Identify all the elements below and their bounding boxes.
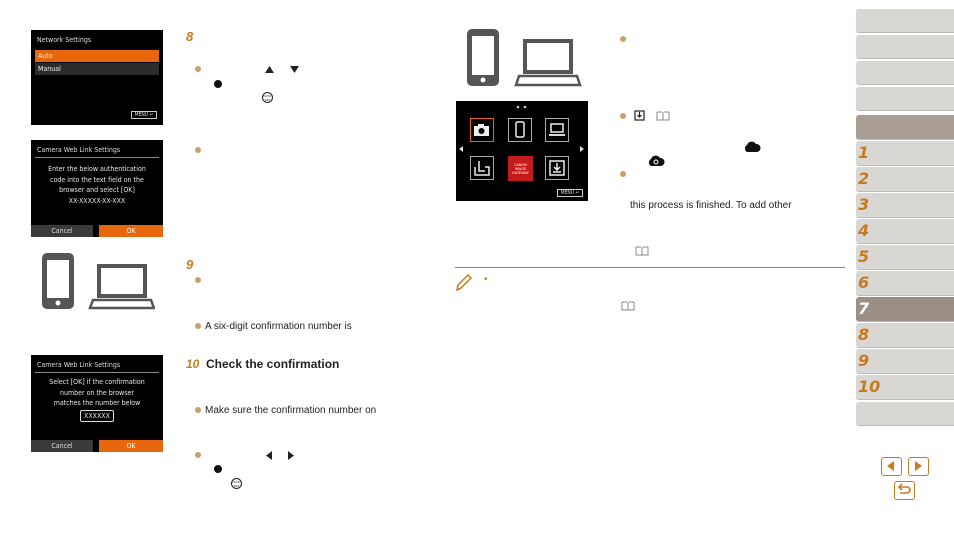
bullet-dot — [620, 171, 626, 177]
bullet-dot — [195, 66, 201, 72]
screen-title: Camera Web Link Settings — [37, 361, 121, 369]
auth-code: XX-XXXXX-XX-XXX — [68, 196, 126, 205]
sidebar-tab-blank-4[interactable] — [856, 87, 954, 111]
network-settings-screen — [31, 30, 163, 125]
menu-back-badge: MENU ↩ — [557, 189, 583, 197]
book-reference-icon — [656, 111, 670, 121]
ok-button[interactable]: OK — [99, 440, 163, 452]
wifi-menu-screen — [456, 101, 588, 201]
cwl-confirm-screen — [31, 355, 163, 452]
sidebar-tab-9[interactable] — [856, 349, 954, 374]
sidebar-tab-6[interactable] — [856, 271, 954, 296]
computer-option[interactable] — [545, 118, 569, 142]
sidebar-tab-blank-5[interactable] — [856, 115, 954, 140]
sidebar-tab-7[interactable] — [856, 297, 954, 322]
down-arrow-icon — [290, 66, 299, 73]
return-button[interactable] — [894, 481, 915, 500]
bullet-dot — [195, 407, 201, 413]
web-service-option[interactable] — [545, 156, 569, 180]
menu-back-badge: MENU ↩ — [131, 111, 157, 119]
make-sure-text: Make sure the confirmation number on — [205, 405, 377, 416]
sidebar-tab-6-label: 6 — [858, 273, 870, 292]
sidebar-tab-2[interactable] — [856, 167, 954, 192]
cancel-button[interactable]: Cancel — [31, 225, 93, 237]
dialog-body — [31, 377, 163, 422]
step-number-9: 9 — [186, 257, 194, 272]
dialog-line: browser and select [OK] — [59, 186, 135, 194]
divider — [35, 157, 159, 158]
phone-laptop-illustration — [40, 252, 155, 312]
phone-laptop-illustration — [465, 28, 582, 88]
dialog-line: Select [OK] if the confirmation — [49, 378, 145, 386]
pencil-note-icon — [455, 273, 473, 292]
dialog-line: matches the number below — [53, 399, 141, 407]
dialog-line: code into the text field on the — [50, 175, 144, 184]
return-icon — [895, 482, 913, 498]
prev-page-button[interactable] — [881, 457, 902, 476]
bullet-dot — [195, 147, 201, 153]
sidebar-tab-7-label: 7 — [858, 299, 870, 318]
printer-icon — [471, 157, 493, 179]
step-10-title: Check the confirmation — [206, 357, 340, 371]
download-icon — [634, 110, 645, 121]
ok-button[interactable]: OK — [99, 225, 163, 237]
sidebar-tab-5-label: 5 — [858, 247, 870, 266]
sidebar-tab-blank-1[interactable] — [856, 9, 954, 33]
step-number-8: 8 — [186, 29, 194, 44]
control-dial-icon — [214, 465, 222, 473]
next-arrow-icon — [909, 458, 927, 474]
image-gateway-logo: CANON IMAGE GATEWAY — [512, 163, 529, 175]
download-icon — [546, 157, 568, 179]
book-reference-icon — [621, 301, 635, 311]
next-page-button[interactable] — [908, 457, 929, 476]
menu-item-auto[interactable]: Auto — [35, 50, 159, 62]
bullet-dot — [195, 323, 201, 329]
right-arrow-icon — [288, 451, 294, 460]
cloud-icon — [743, 141, 761, 153]
step-number-10: 10 — [186, 357, 200, 371]
smartphone-icon — [509, 119, 531, 141]
cwl-auth-screen — [31, 140, 163, 237]
bullet-dot — [195, 452, 201, 458]
cancel-button[interactable]: Cancel — [31, 440, 93, 452]
cloud-sync-icon — [647, 155, 665, 167]
six-digit-text: A six-digit confirmation number is — [205, 321, 352, 332]
sidebar-tab-4-label: 4 — [858, 221, 870, 240]
sidebar-tab-1[interactable] — [856, 141, 954, 166]
sidebar-tab-blank-2[interactable] — [856, 35, 954, 59]
confirmation-code: XXXXXX — [80, 410, 114, 423]
sidebar-tab-9-label: 9 — [858, 351, 870, 370]
prev-arrow-icon — [882, 458, 900, 474]
scroll-left-icon[interactable] — [459, 146, 463, 152]
sidebar-tab-blank-6[interactable] — [856, 402, 954, 426]
screen-title: Camera Web Link Settings — [37, 146, 121, 154]
sidebar-tab-3-label: 3 — [858, 195, 870, 214]
camera-icon — [471, 119, 492, 140]
func-set-button-icon: FUNC SET — [263, 94, 272, 102]
control-dial-icon — [214, 80, 222, 88]
book-reference-icon — [635, 246, 649, 256]
up-arrow-icon — [265, 66, 274, 73]
image-gateway-option[interactable] — [508, 156, 533, 181]
sidebar-tab-8-label: 8 — [858, 325, 870, 344]
sidebar-tab-8[interactable] — [856, 323, 954, 348]
dialog-line: Enter the below authentication — [48, 165, 146, 173]
sidebar-tab-4[interactable] — [856, 219, 954, 244]
sidebar-tab-10-label: 10 — [858, 377, 881, 396]
bullet-dot — [620, 36, 626, 42]
divider — [35, 372, 159, 373]
process-finished-text: this process is finished. To add other — [630, 200, 792, 211]
page-dots — [515, 105, 529, 109]
camera-option[interactable] — [470, 118, 494, 142]
screen-title: Network Settings — [37, 36, 92, 44]
menu-item-manual[interactable]: Manual — [35, 63, 159, 75]
bullet-dot — [195, 277, 201, 283]
note-bullet: • — [484, 274, 488, 285]
dialog-body — [31, 164, 163, 206]
smartphone-option[interactable] — [508, 118, 532, 142]
func-set-button-icon: FUNC SET — [232, 480, 241, 488]
sidebar-tab-3[interactable] — [856, 193, 954, 218]
sidebar-tab-1-label: 1 — [858, 143, 870, 162]
computer-icon — [546, 119, 568, 141]
sidebar-tab-blank-3[interactable] — [856, 61, 954, 85]
scroll-right-icon[interactable] — [580, 146, 584, 152]
bullet-dot — [620, 113, 626, 119]
printer-option[interactable] — [470, 156, 494, 180]
sidebar-tab-5[interactable] — [856, 245, 954, 270]
note-divider — [455, 267, 845, 268]
dialog-line: number on the browser — [60, 388, 134, 397]
left-arrow-icon — [266, 451, 272, 460]
sidebar-tab-2-label: 2 — [858, 169, 870, 188]
